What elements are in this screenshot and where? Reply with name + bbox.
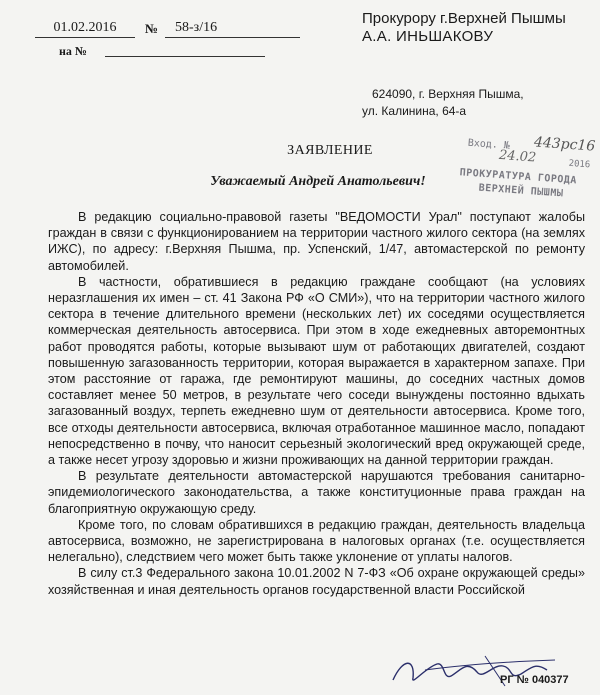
- outgoing-date: 01.02.2016: [35, 20, 135, 38]
- addressee-address: [362, 86, 592, 120]
- stamp-incoming-date: 24.02: [498, 147, 537, 166]
- paragraph: Кроме того, по словам обратившихся в редакцию граждан, деятельность владельца автосервиса, возможно, не зарегистрирована в налоговых органах (т.е. осуществляется нелегально), следствием чего может быть также уклонение от уплаты налогов.: [48, 517, 585, 565]
- stamp-org-line-1: ПРОКУРАТУРА ГОРОДА: [459, 167, 578, 187]
- letter-body: [48, 209, 585, 598]
- address-line-2: ул. Калинина, 64-а: [362, 104, 467, 118]
- document-title-text: ЗАЯВЛЕНИЕ: [287, 143, 373, 158]
- registration-block: [35, 10, 285, 60]
- stamp-incoming-number: 443рс16: [533, 134, 596, 155]
- address-line-1: 624090, г. Верхняя Пышма,: [372, 87, 524, 101]
- number-label: №: [145, 21, 159, 36]
- paragraph: В частности, обратившиеся в редакцию граждане сообщают (на условиях неразглашения их имен – ст. 41 Закона РФ «О СМИ»), что на территории частного жилого сектора в течение длительного времени (нескольких лет) их соседями осуществляется коммерческая деятельность автосервиса. При этом в ходе ежедневных авторемонтных работ проводятся работы, которые вызывают шум от работающих двигателей, создают повышенную загазованность территории, которая выражается в характерном запахе. При этом расстояние от гаража, где ремонтируют машины, до соседних частных домов составляет менее 50 метров, в результате чего соседи вынуждены постоянно вдыхать загазованный воздух, терпеть ежедневно шум от деятельности автосервиса. Кроме того, все отходы деятельности автосервиса, включая отработанное машинное масло, попадают непосредственно в почву, что наносит серьезный экологический вред окружающей среде, а также несет угрозу здоровью и жизни проживающих на данной территории граждан.: [48, 274, 585, 468]
- stamp-incoming-label: Вход. №: [467, 137, 511, 152]
- addressee-block: [362, 10, 592, 120]
- paragraph: В результате деятельности автомастерской нарушаются требования санитарно-эпидемиологического законодательства, а также конституционные права граждан на благоприятную окружающую среду.: [48, 469, 585, 516]
- addressee-name: А.А. ИНЬШАКОВУ: [362, 28, 494, 45]
- paragraph: В силу ст.3 Федерального закона 10.01.2002 N 7-ФЗ «Об охране окружающей среды» хозяйственная и иная деятельность органов государственной власти Российской: [48, 566, 585, 597]
- outgoing-number: 58-з/16: [165, 20, 300, 38]
- greeting-text: Уважаемый Андрей Анатольевич!: [210, 174, 426, 189]
- reply-to-label: на №: [59, 44, 87, 58]
- incoming-stamp: [456, 131, 600, 211]
- stamp-year: 2016: [568, 158, 591, 171]
- reply-to-line: [105, 56, 265, 57]
- registration-mark: РГ № 040377: [500, 674, 569, 686]
- paragraph: В редакцию социально-правовой газеты "ВЕДОМОСТИ Урал" поступают жалобы граждан в связи с функционированием на территории частного жилого сектора (на землях ИЖС), по адресу: г.Верхняя Пышма, пр. Успенский, 1/47, автомастерской по ремонту автомобилей.: [48, 210, 585, 273]
- stamp-org-line-2: ВЕРХНЕЙ ПЫШМЫ: [478, 182, 564, 200]
- addressee-position: Прокурору г.Верхней Пышмы: [362, 10, 566, 27]
